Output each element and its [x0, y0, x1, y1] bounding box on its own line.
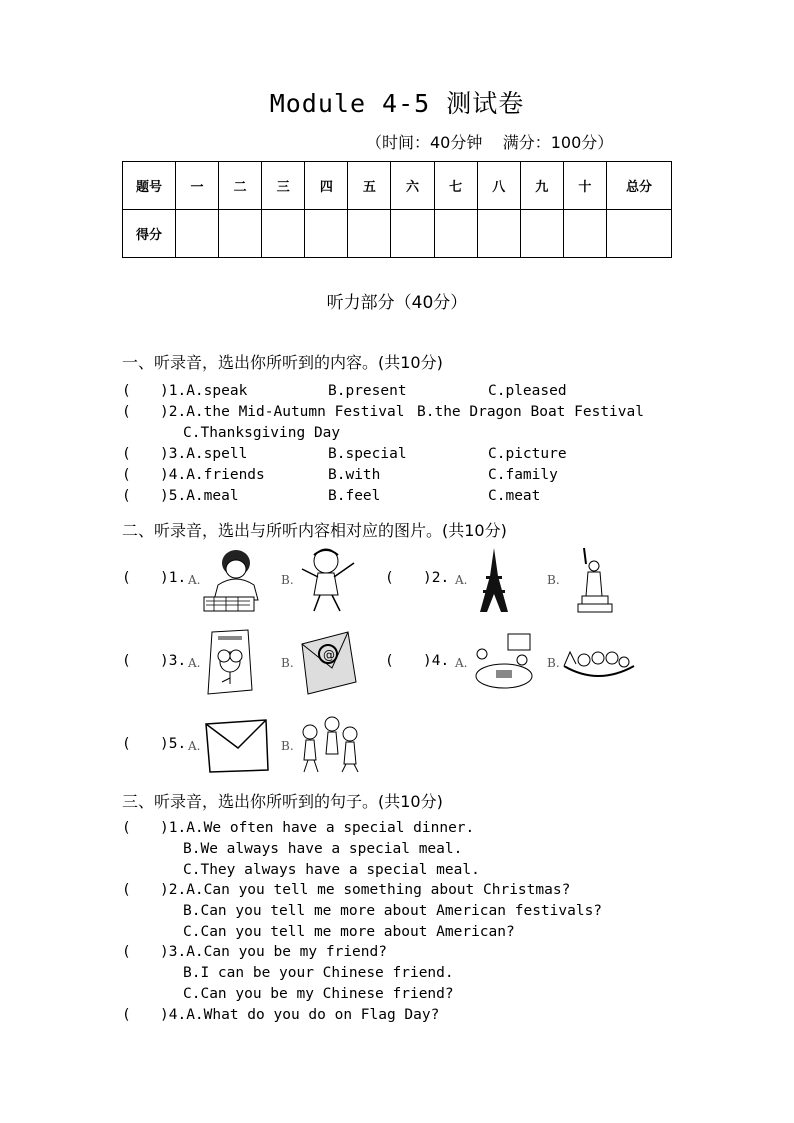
question-option: )2.A.the Mid-Autumn Festival — [160, 404, 405, 420]
sentence-option: )3.A.Can you be my friend? — [160, 944, 387, 960]
sentence-option: C.Can you tell me more about American? — [183, 924, 515, 940]
table-cell: 七 — [434, 162, 477, 210]
option-label: B. — [281, 656, 294, 670]
question-option: B.the Dragon Boat Festival — [417, 404, 644, 420]
answer-paren[interactable]: ( — [122, 820, 131, 836]
flower-card-picture-icon[interactable] — [204, 628, 254, 696]
score-input-cell[interactable] — [391, 210, 434, 258]
question-number: )5. — [160, 736, 187, 752]
option-label: B. — [547, 656, 560, 670]
answer-paren[interactable]: ( — [122, 404, 131, 420]
question-number: )2. — [423, 570, 450, 586]
sentence-option: C.They always have a special meal. — [183, 862, 480, 878]
sentence-option: B.We always have a special meal. — [183, 841, 463, 857]
score-input-cell[interactable] — [477, 210, 520, 258]
score-input-cell[interactable] — [348, 210, 391, 258]
question-option: B.present — [328, 383, 407, 399]
email-envelope-picture-icon[interactable] — [298, 628, 358, 696]
exam-info: （时间：40分钟 满分：100分） — [366, 133, 614, 152]
table-cell: 五 — [348, 162, 391, 210]
question-option: B.special — [328, 446, 407, 462]
question-number: )4. — [423, 653, 450, 669]
question-option: C.pleased — [488, 383, 567, 399]
question-option: )3.A.spell — [160, 446, 248, 462]
table-cell: 八 — [477, 162, 520, 210]
option-label: A. — [188, 739, 201, 753]
table-cell: 得分 — [123, 210, 176, 258]
question-option: C.meat — [488, 488, 541, 504]
eiffel-tower-picture-icon[interactable] — [474, 546, 514, 614]
sentence-option: )2.A.Can you tell me something about Christmas? — [160, 882, 571, 898]
kids-playing-picture-icon[interactable] — [296, 712, 366, 774]
envelope-picture-icon[interactable] — [204, 718, 270, 774]
option-label: A. — [188, 573, 201, 587]
question-option: C.picture — [488, 446, 567, 462]
sentence-option: B.I can be your Chinese friend. — [183, 965, 454, 981]
section3-title: 三、听录音，选出你所听到的句子。(共10分) — [122, 792, 443, 811]
question-option: C.family — [488, 467, 558, 483]
answer-paren[interactable]: ( — [122, 467, 131, 483]
score-table — [122, 161, 672, 258]
option-label: B. — [547, 573, 560, 587]
question-option: B.feel — [328, 488, 381, 504]
question-option: C.Thanksgiving Day — [183, 425, 341, 441]
statue-of-liberty-picture-icon[interactable] — [574, 546, 616, 614]
answer-paren[interactable]: ( — [385, 570, 394, 586]
family-dinner-picture-icon[interactable] — [470, 630, 536, 694]
answer-paren[interactable]: ( — [122, 944, 131, 960]
question-option: )1.A.speak — [160, 383, 248, 399]
table-cell: 三 — [262, 162, 305, 210]
question-number: )1. — [160, 570, 187, 586]
section1-title: 一、听录音，选出你所听到的内容。(共10分) — [122, 353, 443, 372]
score-input-cell[interactable] — [563, 210, 606, 258]
score-input-cell[interactable] — [434, 210, 477, 258]
answer-paren[interactable]: ( — [385, 653, 394, 669]
page-title: Module 4-5 测试卷 — [269, 89, 525, 118]
girl-dancing-picture-icon[interactable] — [296, 545, 362, 615]
table-cell: 一 — [176, 162, 219, 210]
table-cell: 十 — [563, 162, 606, 210]
question-option: )5.A.meal — [160, 488, 239, 504]
sentence-option: C.Can you be my Chinese friend? — [183, 986, 454, 1002]
option-label: A. — [188, 656, 201, 670]
option-label: B. — [281, 573, 294, 587]
answer-paren[interactable]: ( — [122, 653, 131, 669]
question-number: )3. — [160, 653, 187, 669]
option-label: A. — [455, 656, 468, 670]
option-label: A. — [455, 573, 468, 587]
option-label: B. — [281, 739, 294, 753]
score-input-cell[interactable] — [305, 210, 348, 258]
answer-paren[interactable]: ( — [122, 736, 131, 752]
score-input-cell[interactable] — [520, 210, 563, 258]
score-table-score-row — [123, 210, 672, 258]
boy-chess-picture-icon[interactable] — [200, 545, 266, 615]
question-option: )4.A.friends — [160, 467, 265, 483]
score-input-cell[interactable] — [262, 210, 305, 258]
svg-text:@: @ — [323, 648, 335, 662]
score-input-cell[interactable] — [219, 210, 262, 258]
score-input-cell[interactable] — [176, 210, 219, 258]
score-input-cell[interactable] — [607, 210, 672, 258]
score-table-header-row — [123, 162, 672, 210]
answer-paren[interactable]: ( — [122, 570, 131, 586]
answer-paren[interactable]: ( — [122, 488, 131, 504]
listening-part-heading: 听力部分（40分） — [326, 293, 468, 313]
dragon-boat-picture-icon[interactable] — [562, 636, 636, 690]
sentence-option: )1.A.We often have a special dinner. — [160, 820, 475, 836]
sentence-option: )4.A.What do you do on Flag Day? — [160, 1007, 440, 1023]
table-cell: 总分 — [607, 162, 672, 210]
sentence-option: B.Can you tell me more about American festivals? — [183, 903, 603, 919]
table-cell: 题号 — [123, 162, 176, 210]
question-option: B.with — [328, 467, 381, 483]
table-cell: 二 — [219, 162, 262, 210]
answer-paren[interactable]: ( — [122, 882, 131, 898]
table-cell: 四 — [305, 162, 348, 210]
table-cell: 六 — [391, 162, 434, 210]
section2-title: 二、听录音，选出与所听内容相对应的图片。(共10分) — [122, 521, 507, 540]
table-cell: 九 — [520, 162, 563, 210]
answer-paren[interactable]: ( — [122, 1007, 131, 1023]
answer-paren[interactable]: ( — [122, 383, 131, 399]
answer-paren[interactable]: ( — [122, 446, 131, 462]
